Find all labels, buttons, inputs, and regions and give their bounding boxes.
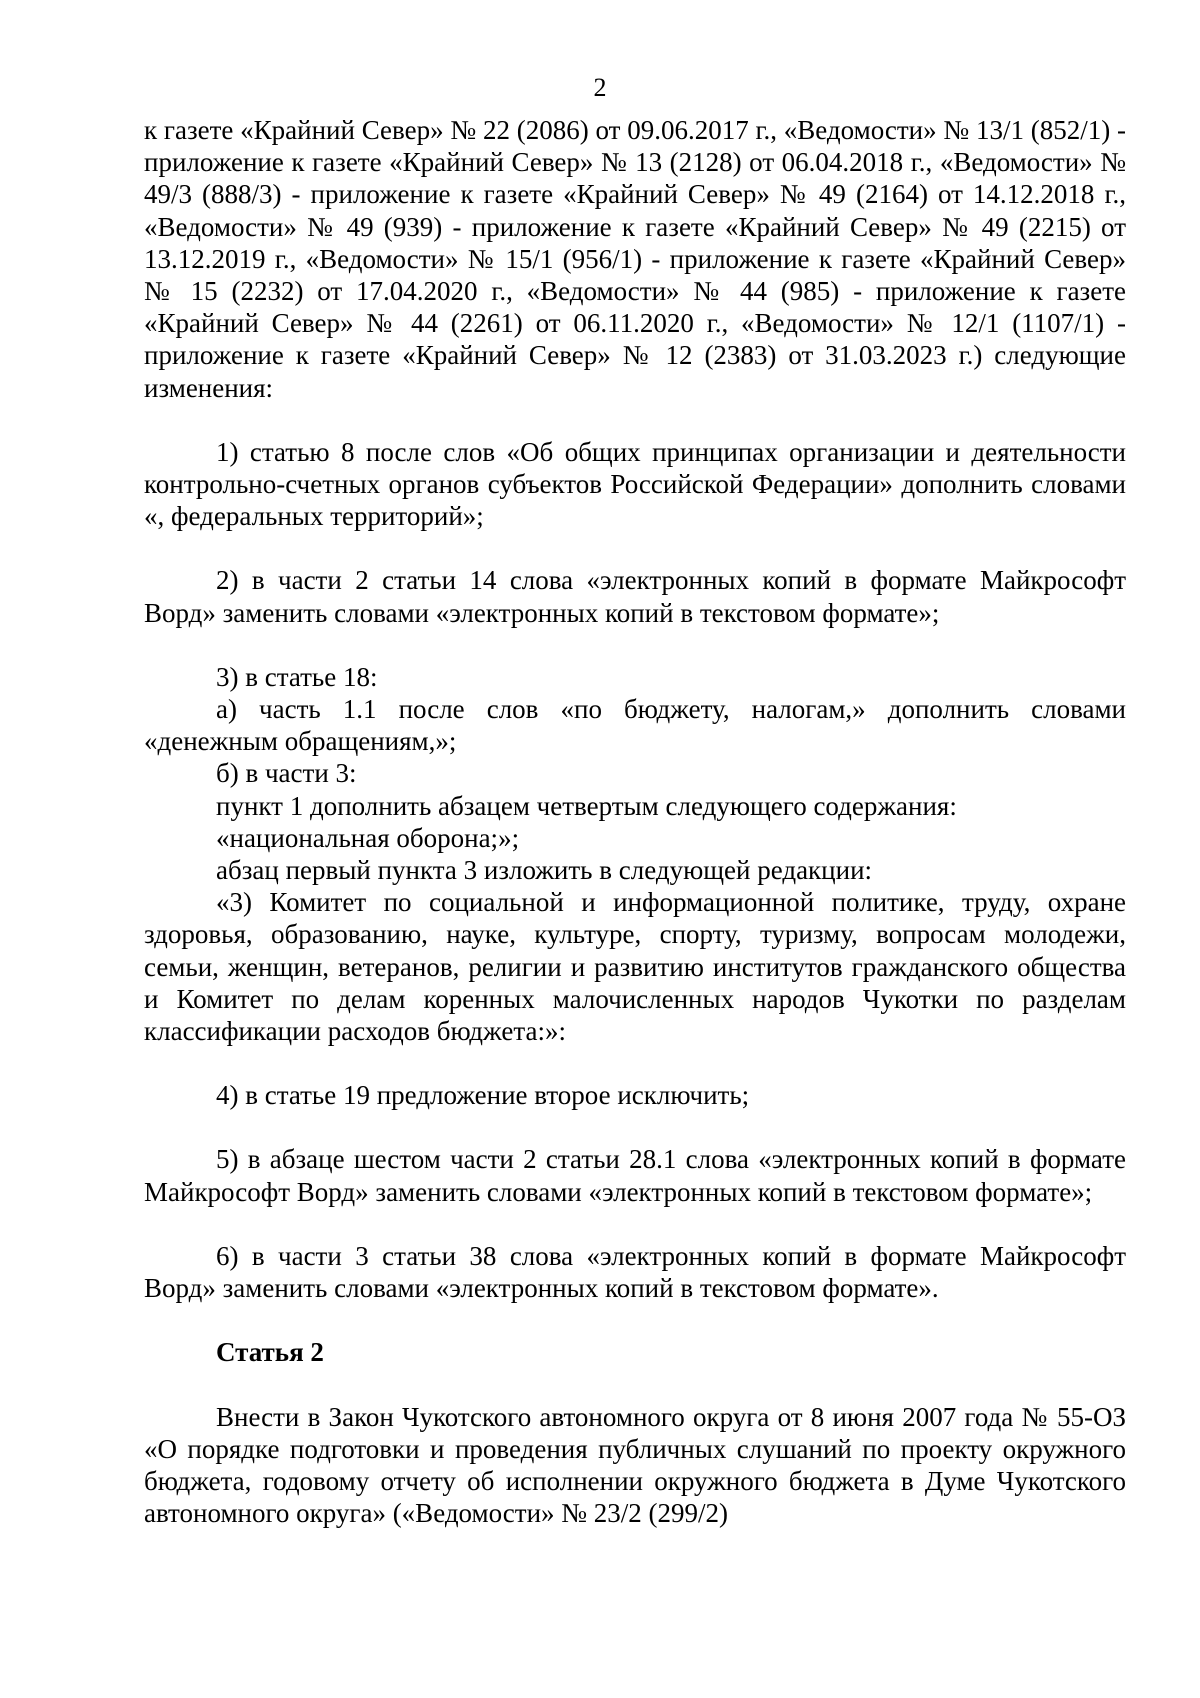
amendment-item-6: 6) в части 3 статьи 38 слова «электронных копий в формате Майкрософт Ворд» заменить словами «электронных копий в текстовом формате». <box>144 1240 1126 1304</box>
document-body <box>144 114 1126 1529</box>
amendment-item-3: 3) в статье 18: <box>216 661 378 692</box>
amendment-item-1: 1) статью 8 после слов «Об общих принципах организации и деятельности контрольно-счетных органов субъектов Российской Федерации» дополнить словами «, федеральных территорий»; <box>144 436 1126 532</box>
amendment-item-3b-new-text: «3) Комитет по социальной и информационной политике, труду, охране здоровья, образованию, науке, культуре, спорту, туризму, вопросам молодежи, семьи, женщин, ветеранов, религии и развитию институтов гражданского общества и Комитет по делам коренных малочисленных народов Чукотки по разделам классификации расходов бюджета:»: <box>144 887 1126 1047</box>
amendment-item-3b-point1: пункт 1 дополнить абзацем четвертым следующего содержания: <box>216 790 957 821</box>
page-number: 2 <box>593 73 607 102</box>
amendment-item-4: 4) в статье 19 предложение второе исключить; <box>216 1080 750 1111</box>
article-2-heading: Статья 2 <box>216 1337 324 1368</box>
amendment-item-3b: б) в части 3: <box>216 758 357 789</box>
amendment-item-3b-quote: «национальная оборона;»; <box>216 822 520 853</box>
amendment-item-5: 5) в абзаце шестом части 2 статьи 28.1 слова «электронных копий в формате Майкрософт Ворд» заменить словами «электронных копий в текстовом формате»; <box>144 1144 1126 1207</box>
amendment-item-2: 2) в части 2 статьи 14 слова «электронных копий в формате Майкрософт Ворд» заменить словами «электронных копий в текстовом формате»; <box>144 565 1126 628</box>
article-2-text: Внести в Закон Чукотского автономного округа от 8 июня 2007 года № 55-ОЗ «О порядке подготовки и проведения публичных слушаний по проекту окружного бюджета, годовому отчету об исполнении окружного бюджета в Думе Чукотского автономного округа» («Ведомости» № 23/2 (299/2) <box>144 1401 1126 1529</box>
amendment-item-3b-point3: абзац первый пункта 3 изложить в следующей редакции: <box>216 855 873 886</box>
amendment-item-3a: а) часть 1.1 после слов «по бюджету, налогам,» дополнить словами «денежным обращениям,»; <box>144 694 1126 757</box>
intro-paragraph: к газете «Крайний Север» № 22 (2086) от 09.06.2017 г., «Ведомости» № 13/1 (852/1) - приложение к газете «Крайний Север» № 13 (2128) от 06.04.2018 г., «Ведомости» № 49/3 (888/3) - приложение к газете «Крайний Север» № 49 (2164) от 14.12.2018 г., «Ведомости» № 49 (939) - приложение к газете «Крайний Север» № 49 (2215) от 13.12.2019 г., «Ведомости» № 15/1 (956/1) - приложение к газете «Крайний Север» № 15 (2232) от 17.04.2020 г., «Ведомости» № 44 (985) - приложение к газете «Крайний Север» № 44 (2261) от 06.11.2020 г., «Ведомости» № 12/1 (1107/1) - приложение к газете «Крайний Север» № 12 (2383) от 31.03.2023 г.) следующие изменения: <box>144 115 1126 403</box>
